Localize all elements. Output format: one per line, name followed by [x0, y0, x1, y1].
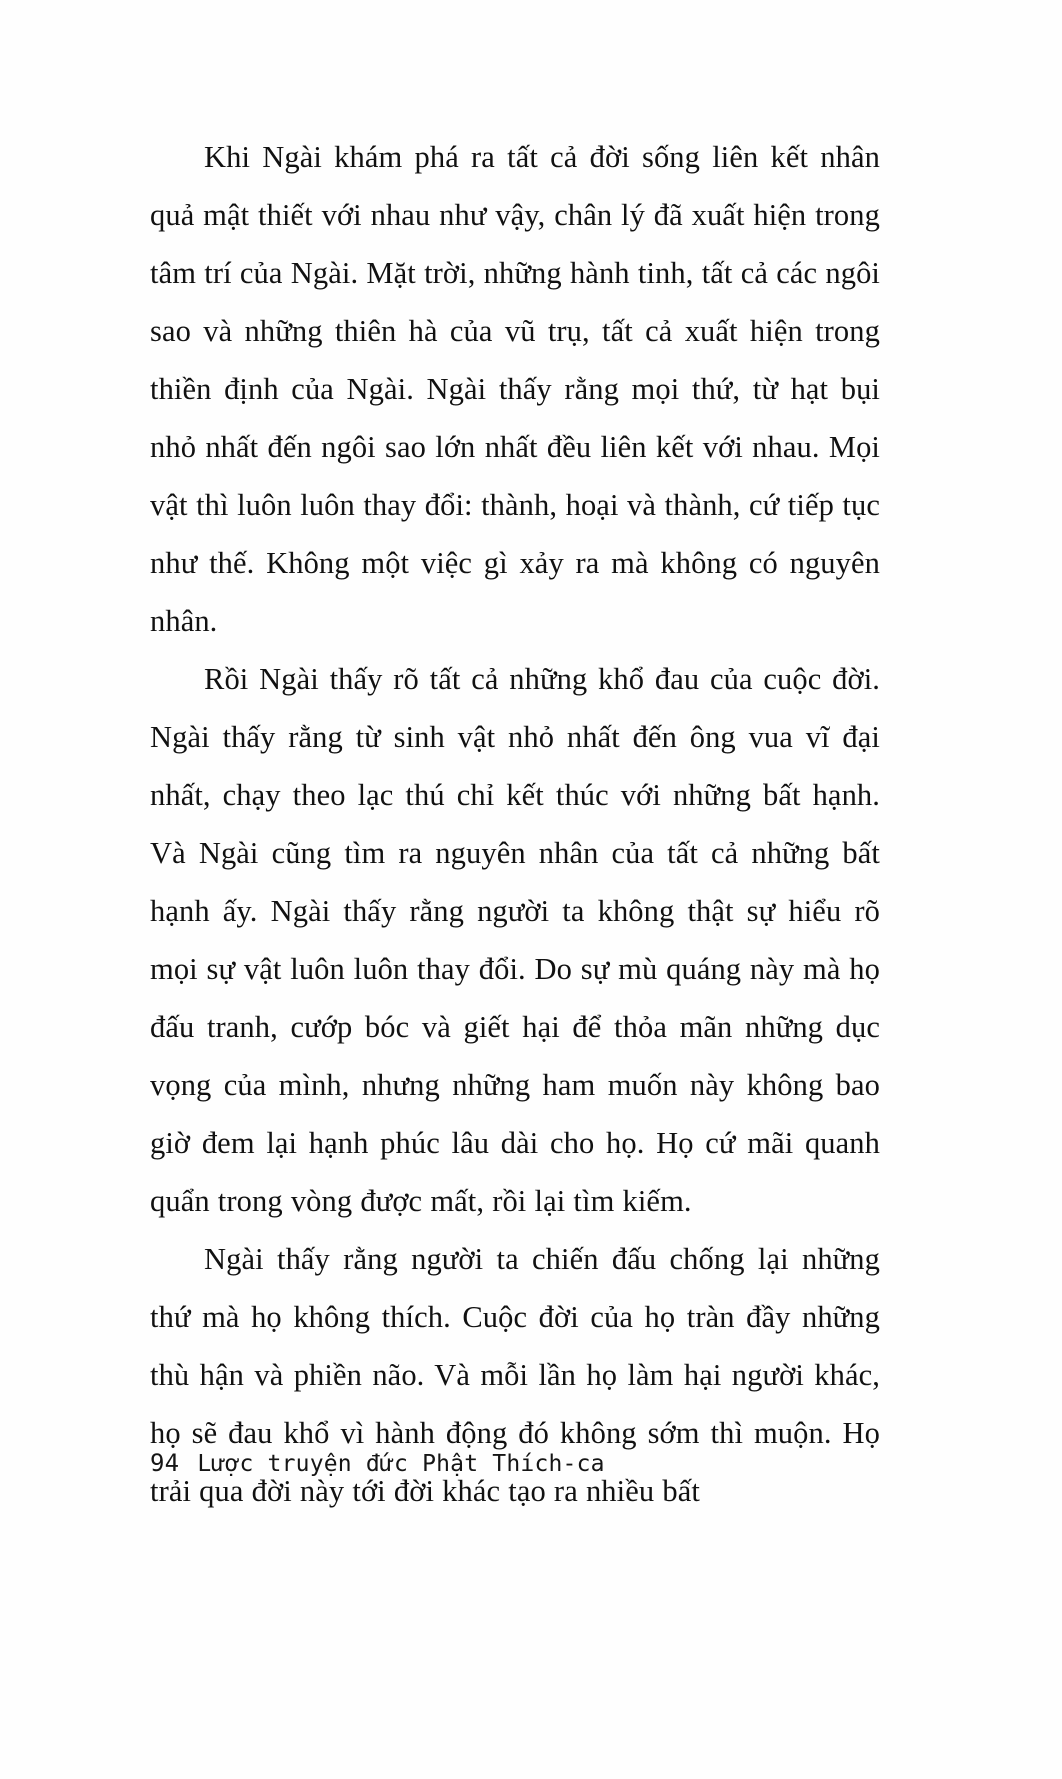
paragraph-1: Khi Ngài khám phá ra tất cả đời sống liên kết nhân quả mật thiết với nhau như vậy, chân lý đã xuất hiện trong tâm trí của Ngài. Mặt trời, những hành tinh, tất cả các ngôi sao và những thiên hà của vũ trụ, tất cả xuất hiện trong thiền định của Ngài. Ngài thấy rằng mọi thứ, từ hạt bụi nhỏ nhất đến ngôi sao lớn nhất đều liên kết với nhau. Mọi vật thì luôn luôn thay đổi: thành, hoại và thành, cứ tiếp tục như thế. Không một việc gì xảy ra mà không có nguyên nhân.: [150, 140, 880, 638]
body-text-block: [150, 128, 880, 1520]
paragraph-3: Ngài thấy rằng người ta chiến đấu chống lại những thứ mà họ không thích. Cuộc đời của họ tràn đầy những thù hận và phiền não. Và mỗi lần họ làm hại người khác, họ sẽ đau khổ vì hành động đó không sớm thì muộn. Họ trải qua đời này tới đời khác tạo ra nhiều bất: [150, 1242, 880, 1508]
paragraph-2: Rồi Ngài thấy rõ tất cả những khổ đau của cuộc đời. Ngài thấy rằng từ sinh vật nhỏ nhất đến ông vua vĩ đại nhất, chạy theo lạc thú chỉ kết thúc với những bất hạnh. Và Ngài cũng tìm ra nguyên nhân của tất cả những bất hạnh ấy. Ngài thấy rằng người ta không thật sự hiểu rõ mọi sự vật luôn luôn thay đổi. Do sự mù quáng này mà họ đấu tranh, cướp bóc và giết hại để thỏa mãn những dục vọng của mình, nhưng những ham muốn này không bao giờ đem lại hạnh phúc lâu dài cho họ. Họ cứ mãi quanh quẩn trong vòng được mất, rồi lại tìm kiếm.: [150, 662, 880, 1218]
running-head-title: Lược truyện đức Phật Thích-ca: [197, 1451, 605, 1477]
page-number: 94: [150, 1449, 180, 1477]
page-footer: [150, 1449, 910, 1477]
